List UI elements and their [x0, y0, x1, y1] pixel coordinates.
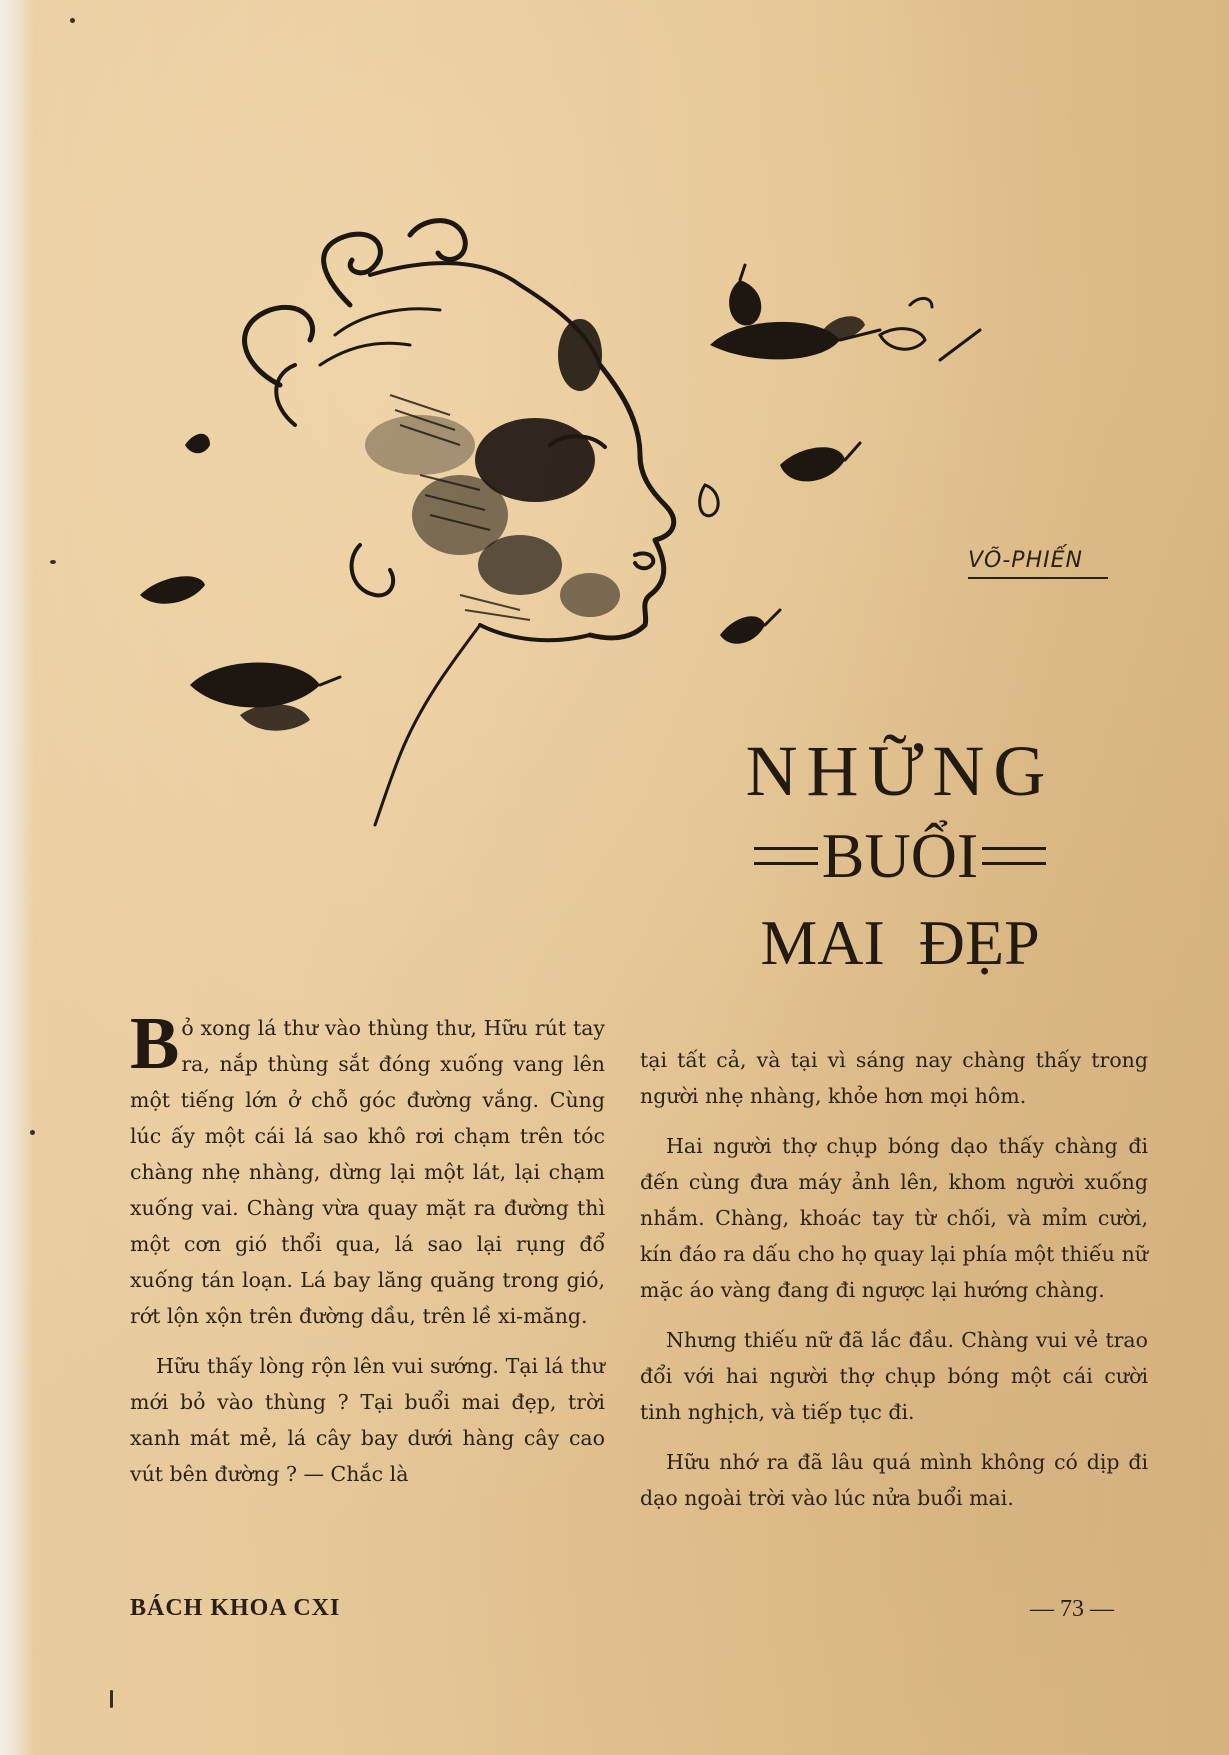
page-number: — 73 — [1030, 1596, 1114, 1622]
paper-speck [30, 1130, 35, 1135]
paper-speck [50, 560, 56, 564]
paragraph: tại tất cả, và tại vì sáng nay chàng thấy trong người nhẹ nhàng, khỏe hơn mọi hôm. [640, 1048, 1148, 1108]
title-rule-right [982, 847, 1046, 865]
article-column-right [640, 1042, 1148, 1530]
drop-cap: B [130, 1003, 180, 1085]
paragraph: Hai người thợ chụp bóng dạo thấy chàng đi đến cùng đưa máy ảnh lên, khom người xuống nhắm. Chàng, khoác tay từ chối, và mỉm cười, kín đáo ra dấu cho họ quay lại phía một thiếu nữ mặc áo vàng đang đi ngược lại hướng chàng. [640, 1134, 1148, 1302]
paragraph-text: ỏ xong lá thư vào thùng thư, Hữu rút tay ra, nắp thùng sắt đóng xuống vang lên một tiếng lớn ở chỗ góc đường vắng. Cùng lúc ấy một cái lá sao khô rơi chạm trên tóc chàng nhẹ nhàng, dừng lại một lát, lại chạm xuống vai. Chàng vừa quay mặt ra đường thì một cơn gió thổi qua, lá sao lại rụng đổ xuống tán loạn. Lá bay lăng quăng trong gió, rớt lộn xộn trên đường dầu, trên lề xi-măng. [130, 1016, 605, 1328]
article-column-left [130, 1003, 605, 1506]
title-line-2-row [700, 812, 1100, 900]
page-left-edge [0, 0, 34, 1755]
paragraph: Hữu nhớ ra đã lâu quá mình không có dịp đi dạo ngoài trời vào lúc nửa buổi mai. [640, 1450, 1148, 1510]
magazine-name: BÁCH KHOA CXI [130, 1595, 341, 1621]
article-title [700, 730, 1100, 986]
paragraph: Nhưng thiếu nữ đã lắc đầu. Chàng vui vẻ trao đổi với hai người thợ chụp bóng một cái cười tinh nghịch, và tiếp tục đi. [640, 1328, 1148, 1424]
paper-speck [110, 1690, 113, 1708]
paragraph: Hữu thấy lòng rộn lên vui sướng. Tại lá thư mới bỏ vào thùng ? Tại buổi mai đẹp, trời xanh mát mẻ, lá cây bay dưới hàng cây cao vút bên đường ? — Chắc là [130, 1354, 605, 1486]
title-line-3: MAI ĐẸP [760, 907, 1040, 978]
title-line-1: NHỮNG [745, 731, 1055, 811]
paper-speck [70, 18, 75, 23]
paragraph [130, 1003, 605, 1334]
title-line-2: BUỔI [821, 820, 979, 891]
author-name: VÕ-PHIẾN [968, 548, 1108, 579]
title-rule-left [754, 847, 818, 865]
